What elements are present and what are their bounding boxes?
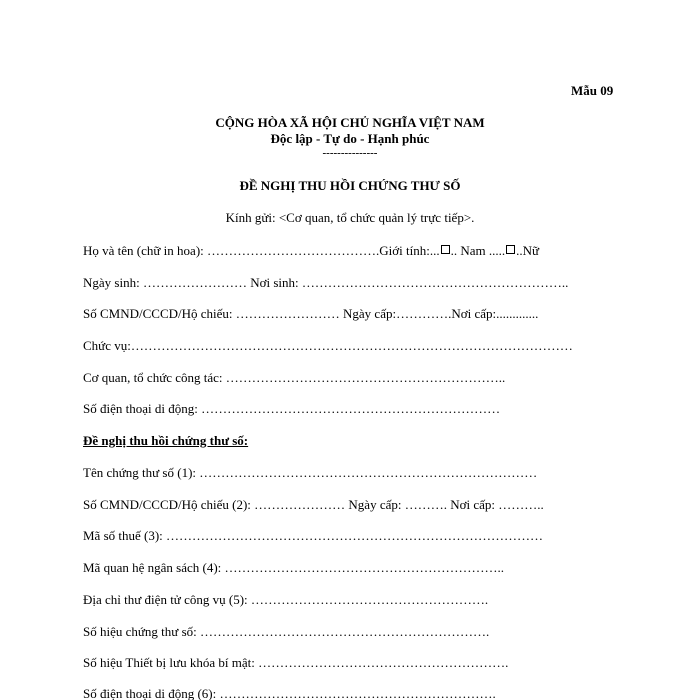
form-number: Mẫu 09	[571, 83, 614, 98]
key-device-line: Số hiệu Thiết bị lưu khóa bí mật: ………………………………………………….	[83, 655, 509, 670]
section-heading: Đề nghị thu hồi chứng thư số:	[83, 433, 249, 448]
certificate-name-line: Tên chứng thư số (1): ……………………………………………………………………	[83, 465, 538, 480]
gender-female-label: ..Nữ	[516, 243, 540, 258]
id-document-line: Số CMND/CCCD/Hộ chiếu: …………………… Ngày cấp:………….Nơi cấp:.............	[83, 306, 539, 321]
addressee-line: Kính gửi: <Cơ quan, tổ chức quản lý trực tiếp>.	[225, 210, 475, 225]
agency-line: Cơ quan, tổ chức công tác: ………………………………………………………..	[83, 370, 506, 385]
republic-heading: CỘNG HÒA XÃ HỘI CHỦ NGHĨA VIỆT NAM	[215, 115, 485, 130]
full-name-line	[83, 243, 539, 259]
tax-code-line: Mã số thuế (3): ……………………………………………………………………………	[83, 528, 544, 543]
certificate-id-line: Số CMND/CCCD/Hộ chiếu (2): ………………… Ngày cấp: ………. Nơi cấp: ………..	[83, 497, 544, 512]
gender-male-label: .. Nam .....	[450, 243, 506, 258]
date-of-birth-line: Ngày sinh: …………………… Nơi sinh: ……………………………………………………..	[83, 275, 569, 290]
motto-separator: ---------------	[322, 147, 378, 159]
budget-code-line: Mã quan hệ ngân sách (4): ………………………………………………………..	[83, 560, 505, 575]
national-motto: Độc lập - Tự do - Hạnh phúc	[270, 131, 430, 146]
position-line: Chức vụ:…………………………………………………………………………………………	[83, 338, 573, 353]
checkbox-icon[interactable]	[506, 245, 515, 254]
certificate-phone-line: Số điện thoại di động (6): ……………………………………………………….	[83, 686, 496, 700]
checkbox-icon[interactable]	[441, 245, 450, 254]
mobile-phone-line: Số điện thoại di động: ……………………………………………………………	[83, 401, 501, 416]
official-email-line: Địa chỉ thư điện tử công vụ (5): ……………………………………………….	[83, 592, 489, 607]
full-name-text: Họ và tên (chữ in hoa): ………………………………….Giới tính:...	[83, 243, 440, 258]
document-title: ĐỀ NGHỊ THU HỒI CHỨNG THƯ SỐ	[239, 178, 461, 193]
certificate-serial-line: Số hiệu chứng thư số: ………………………………………………………….	[83, 624, 490, 639]
